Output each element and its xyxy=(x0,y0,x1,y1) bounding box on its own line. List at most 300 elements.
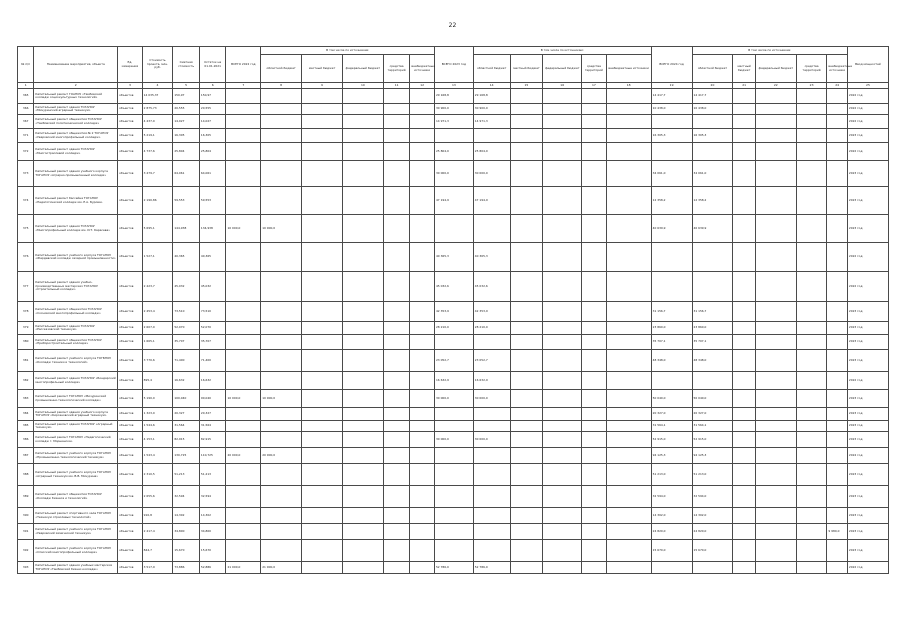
cell-ext xyxy=(827,335,847,350)
header-regional-2023: областной бюджет xyxy=(473,55,510,83)
table-row xyxy=(18,448,889,464)
column-number: 24 xyxy=(827,83,847,89)
cell-n: 389 xyxy=(18,486,34,508)
cell-empty xyxy=(383,272,410,302)
cell-empty xyxy=(796,408,827,421)
cell-unit: объектов xyxy=(118,464,143,486)
cell-name: Капитальный ремонт спортивного зала ТОГАПОУ «Техникум отраслевых технологий» xyxy=(34,508,118,524)
column-number: 15 xyxy=(510,83,543,89)
cell-l22 xyxy=(302,350,343,372)
cell-r24: 31 564,1 xyxy=(692,421,733,432)
cell-t22 xyxy=(226,372,261,390)
cell-year: 2023 год xyxy=(847,350,888,372)
column-number: 23 xyxy=(796,83,827,89)
cell-ext xyxy=(827,143,847,161)
cell-r22 xyxy=(261,372,302,390)
cell-empty xyxy=(383,243,410,272)
cell-l22 xyxy=(302,524,343,540)
cell-empty xyxy=(543,143,582,161)
cell-empty xyxy=(582,350,607,372)
cell-t23: 30 000,0 xyxy=(434,390,473,408)
cell-empty xyxy=(383,350,410,372)
cell-empty xyxy=(733,115,755,129)
cell-empty xyxy=(755,486,796,508)
cell-t24: 31 564,1 xyxy=(651,421,692,432)
cell-l22 xyxy=(302,508,343,524)
cell-r24: 24 820,0 xyxy=(692,524,733,540)
table-row xyxy=(18,272,889,302)
cell-empty xyxy=(410,464,435,486)
cell-cost: 895,4 xyxy=(142,372,173,390)
cell-unit: объектов xyxy=(118,302,143,322)
cell-empty xyxy=(410,322,435,335)
cell-empty xyxy=(543,215,582,243)
cell-unit: объектов xyxy=(118,432,143,448)
cell-empty xyxy=(606,524,651,540)
cell-year: 2023 год xyxy=(847,540,888,562)
cell-empty xyxy=(796,302,827,322)
cell-name: Капитальный ремонт общежития ТОГАПОУ «Сосновский многопрофильный колледж» xyxy=(34,302,118,322)
cell-t24: 24 820,0 xyxy=(651,524,692,540)
cell-empty xyxy=(796,524,827,540)
cell-ext xyxy=(827,115,847,129)
cell-empty xyxy=(733,524,755,540)
cell-year: 2023 год xyxy=(847,421,888,432)
cell-cost: 2 190,86 xyxy=(142,187,173,215)
header-year-intro: Ввод мощностей xyxy=(847,47,888,83)
cell-ext: 9 980,0 xyxy=(827,524,847,540)
cell-ext xyxy=(827,432,847,448)
cell-cost: 1 544,6 xyxy=(142,421,173,432)
cell-t22 xyxy=(226,421,261,432)
column-number: 19 xyxy=(651,83,692,89)
cell-empty xyxy=(733,390,755,408)
cell-empty xyxy=(383,421,410,432)
cell-empty xyxy=(733,486,755,508)
cell-res: 51,213 xyxy=(199,464,226,486)
cell-empty xyxy=(582,115,607,129)
cell-cost: 5 695,1 xyxy=(142,215,173,243)
cell-est: 14,302 xyxy=(173,508,200,524)
cell-t22 xyxy=(226,243,261,272)
cell-t23: 23 052,7 xyxy=(434,350,473,372)
cell-empty xyxy=(410,432,435,448)
cell-empty xyxy=(383,408,410,421)
cell-t23 xyxy=(434,421,473,432)
cell-empty xyxy=(383,215,410,243)
cell-res: 71,400 xyxy=(199,350,226,372)
cell-r22 xyxy=(261,89,302,104)
cell-year: 2023 год xyxy=(847,432,888,448)
cell-est: 82,915 xyxy=(173,432,200,448)
cell-empty xyxy=(755,187,796,215)
cell-t24 xyxy=(651,143,692,161)
cell-year: 2023 год xyxy=(847,486,888,508)
cell-ext xyxy=(827,390,847,408)
cell-empty xyxy=(410,562,435,574)
cell-est: 73,510 xyxy=(173,302,200,322)
cell-empty xyxy=(796,89,827,104)
cell-r24 xyxy=(692,372,733,390)
cell-empty xyxy=(543,508,582,524)
cell-empty xyxy=(755,464,796,486)
cell-r23 xyxy=(473,448,510,464)
cell-r23 xyxy=(473,408,510,421)
cell-t24: 51 213,0 xyxy=(651,464,692,486)
cell-n: 384 xyxy=(18,408,34,421)
cell-l22 xyxy=(302,215,343,243)
cell-t24: 35 707,1 xyxy=(651,335,692,350)
cell-empty xyxy=(383,524,410,540)
cell-res: 150,97 xyxy=(199,89,226,104)
cell-year: 2023 год xyxy=(847,524,888,540)
cell-empty xyxy=(342,302,383,322)
cell-est: 45,032 xyxy=(173,272,200,302)
cell-empty xyxy=(410,143,435,161)
cell-empty xyxy=(796,335,827,350)
cell-empty xyxy=(543,486,582,508)
cell-empty xyxy=(582,129,607,143)
cell-r24: 34 061,0 xyxy=(692,161,733,187)
cell-year: 2023 год xyxy=(847,508,888,524)
cell-cost: 844,7 xyxy=(142,540,173,562)
cell-year: 2022 год xyxy=(847,115,888,129)
cell-ext xyxy=(827,215,847,243)
cell-res: 73,510 xyxy=(199,302,226,322)
cell-r22 xyxy=(261,508,302,524)
cell-empty xyxy=(342,104,383,115)
cell-empty xyxy=(606,486,651,508)
cell-empty xyxy=(342,115,383,129)
column-number: 1 xyxy=(18,83,34,89)
cell-l22 xyxy=(302,408,343,421)
cell-n: 386 xyxy=(18,432,34,448)
cell-t22 xyxy=(226,464,261,486)
cell-ext xyxy=(827,448,847,464)
cell-empty xyxy=(755,335,796,350)
cell-empty xyxy=(383,187,410,215)
column-number: 13 xyxy=(434,83,473,89)
cell-empty xyxy=(410,302,435,322)
cell-unit: объектов xyxy=(118,129,143,143)
cell-empty xyxy=(543,129,582,143)
cell-cost: 3 479,7 xyxy=(142,161,173,187)
cell-t22 xyxy=(226,104,261,115)
header-local-2023: местный бюджет xyxy=(510,55,543,83)
cell-r22 xyxy=(261,161,302,187)
cell-empty xyxy=(755,89,796,104)
header-regional-2024: областной бюджет xyxy=(692,55,733,83)
cell-res: 14,302 xyxy=(199,508,226,524)
cell-t24: 34 061,0 xyxy=(651,161,692,187)
cell-r22 xyxy=(261,486,302,508)
cell-empty xyxy=(755,322,796,335)
table-row xyxy=(18,115,889,129)
column-number: 10 xyxy=(342,83,383,89)
cell-empty xyxy=(543,464,582,486)
cell-empty xyxy=(606,143,651,161)
cell-empty xyxy=(606,335,651,350)
cell-t24: 32 594,0 xyxy=(651,486,692,508)
cell-r22: 10 000,0 xyxy=(261,215,302,243)
cell-empty xyxy=(410,372,435,390)
cell-cost: 2 310,5 xyxy=(142,464,173,486)
cell-n: 367 xyxy=(18,115,34,129)
cell-empty xyxy=(755,302,796,322)
cell-r23 xyxy=(473,464,510,486)
cell-ext xyxy=(827,372,847,390)
cell-empty xyxy=(606,243,651,272)
cell-empty xyxy=(543,335,582,350)
cell-t23: 42 353,9 xyxy=(434,302,473,322)
cell-empty xyxy=(410,508,435,524)
cell-r22 xyxy=(261,143,302,161)
header-extra-2023: внебюджетные источники xyxy=(606,55,651,83)
cell-r24 xyxy=(692,272,733,302)
cell-t24: 16 305,3 xyxy=(651,129,692,143)
cell-t22 xyxy=(226,187,261,215)
cell-n: 365 xyxy=(18,89,34,104)
cell-cost: 14 035,37 xyxy=(142,89,173,104)
cell-res: 20,555 xyxy=(199,104,226,115)
cell-empty xyxy=(755,524,796,540)
table-row xyxy=(18,486,889,508)
column-number: 9 xyxy=(302,83,343,89)
column-number: 4 xyxy=(142,83,173,89)
column-number: 25 xyxy=(847,83,888,89)
cell-t23 xyxy=(434,540,473,562)
cell-empty xyxy=(410,215,435,243)
cell-t23 xyxy=(434,486,473,508)
cell-est: 15,670 xyxy=(173,540,200,562)
cell-cost: 4 737,6 xyxy=(142,143,173,161)
cell-unit: объектов xyxy=(118,508,143,524)
cell-r23: 23 052,7 xyxy=(473,350,510,372)
cell-empty xyxy=(606,215,651,243)
cell-empty xyxy=(582,89,607,104)
cell-cost: 4 153,1 xyxy=(142,432,173,448)
cell-t23: 30 000,0 xyxy=(434,161,473,187)
cell-n: 373 xyxy=(18,161,34,187)
cell-year: 2022 год xyxy=(847,143,888,161)
table-row xyxy=(18,508,889,524)
cell-t22 xyxy=(226,350,261,372)
cell-ext xyxy=(827,187,847,215)
cell-r22 xyxy=(261,302,302,322)
cell-l22 xyxy=(302,562,343,574)
cell-n: 375 xyxy=(18,215,34,243)
cell-empty xyxy=(342,562,383,574)
cell-name: Капитальный ремонт здания учебных мастерских ТОГАПОУ «Тамбовский бизнес-колледж» xyxy=(34,562,118,574)
cell-t24 xyxy=(651,115,692,129)
cell-t24: 48 348,0 xyxy=(651,350,692,372)
table-row xyxy=(18,129,889,143)
table-row xyxy=(18,372,889,390)
cell-empty xyxy=(342,89,383,104)
cell-name: Капитальный ремонт общежития ТОГАПОУ «Тамбовский политехнический колледж» xyxy=(34,115,118,129)
cell-empty xyxy=(582,143,607,161)
cell-r23 xyxy=(473,508,510,524)
cell-t24 xyxy=(651,562,692,574)
cell-t24: 14 302,0 xyxy=(651,508,692,524)
cell-year: 2022 год xyxy=(847,272,888,302)
cell-empty xyxy=(510,486,543,508)
cell-empty xyxy=(342,408,383,421)
cell-unit: объектов xyxy=(118,408,143,421)
cell-empty xyxy=(543,272,582,302)
cell-empty xyxy=(606,540,651,562)
cell-empty xyxy=(796,432,827,448)
table-row xyxy=(18,540,889,562)
header-total-2023: ВСЕГО 2023 год xyxy=(434,47,473,83)
cell-n: 388 xyxy=(18,464,34,486)
cell-empty xyxy=(410,408,435,421)
cell-empty xyxy=(510,421,543,432)
cell-t23: 52 786,0 xyxy=(434,562,473,574)
column-number: 8 xyxy=(261,83,302,89)
cell-ext xyxy=(827,350,847,372)
cell-unit: объектов xyxy=(118,448,143,464)
cell-empty xyxy=(582,421,607,432)
cell-empty xyxy=(582,104,607,115)
cell-empty xyxy=(582,432,607,448)
cell-empty xyxy=(606,390,651,408)
cell-t22 xyxy=(226,540,261,562)
cell-empty xyxy=(342,272,383,302)
cell-l22 xyxy=(302,464,343,486)
cell-t23: 40 365,3 xyxy=(434,243,473,272)
cell-unit: объектов xyxy=(118,104,143,115)
cell-unit: объектов xyxy=(118,161,143,187)
cell-empty xyxy=(410,187,435,215)
cell-empty xyxy=(510,464,543,486)
cell-name: Капитальный ремонт здания учебно-производственных мастерских ТОГАПОУ «Строительный колледж» xyxy=(34,272,118,302)
cell-t22 xyxy=(226,322,261,335)
cell-empty xyxy=(543,540,582,562)
cell-name: Капитальный ремонт здания ТОГАПОУ «Рассказовский техникум» xyxy=(34,322,118,335)
cell-empty xyxy=(543,115,582,129)
cell-r24 xyxy=(692,115,733,129)
cell-r24: 50 040,0 xyxy=(692,390,733,408)
cell-empty xyxy=(796,322,827,335)
cell-empty xyxy=(543,421,582,432)
cell-empty xyxy=(342,540,383,562)
cell-empty xyxy=(342,350,383,372)
cell-cost: 1 527,1 xyxy=(142,243,173,272)
cell-t22 xyxy=(226,89,261,104)
cell-t23 xyxy=(434,335,473,350)
cell-empty xyxy=(755,508,796,524)
cell-name: Капитальный ремонт учебного корпуса ТОГБПОУ «Колледж техники и технологий» xyxy=(34,350,118,372)
cell-est: 16,632 xyxy=(173,372,200,390)
cell-unit: объектов xyxy=(118,390,143,408)
cell-name: Капитальный ремонт здания ТОГАПОУ «Аграрный техникум» xyxy=(34,421,118,432)
cell-l22 xyxy=(302,272,343,302)
cell-r23 xyxy=(473,421,510,432)
cell-l22 xyxy=(302,486,343,508)
column-number: 18 xyxy=(606,83,651,89)
cell-r24: 94 125,3 xyxy=(692,448,733,464)
cell-r23: 30 000,0 xyxy=(473,390,510,408)
cell-empty xyxy=(342,508,383,524)
header-including-2024: В том числе по источникам: xyxy=(692,47,847,55)
cell-t24: 40 639,9 xyxy=(651,215,692,243)
cell-ext xyxy=(827,104,847,115)
cell-unit: объектов xyxy=(118,272,143,302)
cell-n: 390 xyxy=(18,508,34,524)
cell-empty xyxy=(606,464,651,486)
cell-l22 xyxy=(302,322,343,335)
table-row xyxy=(18,243,889,272)
column-number: 21 xyxy=(733,83,755,89)
cell-t23 xyxy=(434,215,473,243)
cell-r24: 23 860,0 xyxy=(692,322,733,335)
cell-l22 xyxy=(302,104,343,115)
cell-empty xyxy=(796,372,827,390)
cell-empty xyxy=(510,89,543,104)
cell-empty xyxy=(543,302,582,322)
cell-empty xyxy=(755,104,796,115)
cell-t24: 12 358,2 xyxy=(651,187,692,215)
cell-res: 20,327 xyxy=(199,408,226,421)
cell-name: Капитальный ремонт учебного корпуса ТОГАПОУ «Аграрный техникум им. В.В. Мичурина» xyxy=(34,464,118,486)
cell-year: 2023 год xyxy=(847,129,888,143)
cell-empty xyxy=(383,322,410,335)
cell-empty xyxy=(755,129,796,143)
cell-r23: 16 632,9 xyxy=(473,372,510,390)
cell-r24: 51 213,0 xyxy=(692,464,733,486)
cell-res: 34,800 xyxy=(199,524,226,540)
cell-empty xyxy=(796,486,827,508)
cell-res: 134,938 xyxy=(199,215,226,243)
cell-unit: объектов xyxy=(118,187,143,215)
cell-n: 377 xyxy=(18,272,34,302)
cell-cost: 2 875,73 xyxy=(142,104,173,115)
header-total-2022: ВСЕГО 2022 год xyxy=(226,47,261,83)
cell-est: 59,553 xyxy=(173,187,200,215)
cell-empty xyxy=(733,243,755,272)
cell-empty xyxy=(510,335,543,350)
header-including-2023: В том числе по источникам: xyxy=(473,47,651,55)
cell-res: 64,061 xyxy=(199,161,226,187)
cell-res: 16,305 xyxy=(199,129,226,143)
cell-empty xyxy=(733,508,755,524)
cell-empty xyxy=(342,432,383,448)
cell-empty xyxy=(582,322,607,335)
cell-empty xyxy=(410,161,435,187)
cell-empty xyxy=(796,390,827,408)
cell-empty xyxy=(733,350,755,372)
table-row xyxy=(18,408,889,421)
cell-empty xyxy=(543,372,582,390)
cell-empty xyxy=(543,243,582,272)
cell-empty xyxy=(582,508,607,524)
header-local-2022: местный бюджет xyxy=(302,55,343,83)
header-extra-2022: внебюджетные источники xyxy=(410,55,435,83)
cell-year: 2022 год xyxy=(847,243,888,272)
cell-est: 31,564 xyxy=(173,421,200,432)
cell-empty xyxy=(733,89,755,104)
cell-year: 2022 год xyxy=(847,89,888,104)
cell-name: Капитальный ремонт общежития № 2 ТОГАПОУ «Уваровский многопрофильный колледж» xyxy=(34,129,118,143)
cell-name: Капитальный ремонт здания учебного корпуса ТОГАПОУ «Аграрно-промышленный колледж» xyxy=(34,161,118,187)
cell-n: 379 xyxy=(18,322,34,335)
cell-empty xyxy=(606,89,651,104)
cell-est: 144,938 xyxy=(173,215,200,243)
cell-t23 xyxy=(434,524,473,540)
cell-t24: 10 438,0 xyxy=(651,104,692,115)
cell-r24 xyxy=(692,243,733,272)
